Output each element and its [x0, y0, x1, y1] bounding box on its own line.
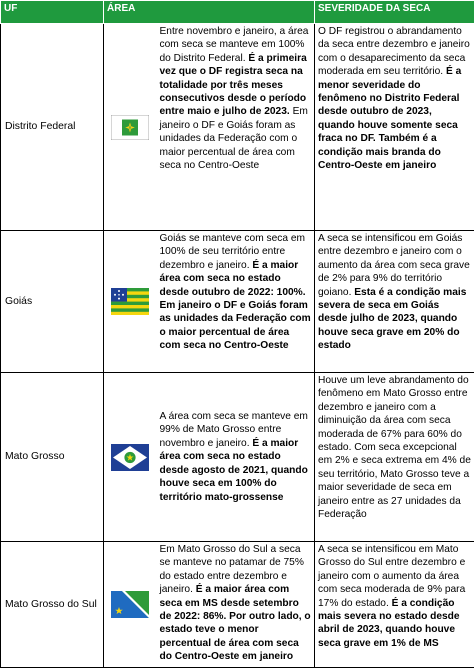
severity-text: A seca se intensificou em Goiás entre dezembro e janeiro com o aumento da área com seca grave de 2% para 9% do território goiano.: [318, 233, 470, 298]
uf-cell: Distrito Federal: [1, 24, 104, 231]
severity-highlight: É a condição mais severa no estado desde abril de 2023, quando houve seca grave em 1% de MS: [318, 598, 460, 649]
area-highlight: É a primeira vez que o DF registra seca na totalidade por três meses consecutivos desde o período entre maio e julho de 2023.: [160, 53, 307, 118]
severity-highlight: Esta é a condição mais severa de seca em Goiás desde julho de 2023, quando houve seca grave em 20% do estado: [318, 287, 466, 352]
area-cell: [157, 24, 315, 231]
table-header-row: [1, 1, 474, 24]
severity-text: O DF registrou o abrandamento da seca entre dezembro e janeiro com o desaparecimento da seca moderada em seu território.: [318, 26, 470, 77]
uf-cell: Goiás: [1, 231, 104, 373]
distrito-federal-flag-icon: [104, 24, 157, 231]
severity-cell: [315, 24, 474, 231]
area-highlight: É a maior área com seca no estado desde agosto de 2021, quando houve seca em 100% do território mato-grossense: [160, 438, 308, 503]
mato-grosso-do-sul-flag-icon: [104, 542, 157, 668]
severity-text: A seca se intensificou em Mato Grosso do Sul entre dezembro e janeiro com o aumento da área com seca moderada de 9% para 17% do estado.: [318, 544, 465, 609]
area-text: Goiás se manteve com seca em 100% de seu território entre dezembro e janeiro.: [160, 233, 306, 271]
severity-cell: [315, 542, 474, 668]
table-row: [1, 24, 474, 231]
header-severidade: SEVERIDADE DA SECA: [315, 1, 474, 24]
area-cell: [157, 231, 315, 373]
header-area: ÁREA: [104, 1, 315, 24]
table-row: [1, 373, 474, 542]
area-text: Em Mato Grosso do Sul a seca se manteve no patamar de 75% do estado entre dezembro e janeiro.: [160, 544, 304, 595]
header-uf: UF: [1, 1, 104, 24]
table-row: [1, 542, 474, 668]
uf-cell: Mato Grosso: [1, 373, 104, 542]
mato-grosso-flag-icon: [104, 373, 157, 542]
severity-text: Houve um leve abrandamento do fenômeno em Mato Grosso entre dezembro e janeiro com a diminuição da área com seca moderada de 67% para 60% do estado. Com seca excepcional em 2% e seca extrema em 4% de seu território, Mato Grosso teve a maior severidade de seca em janeiro entre as 27 unidades da Federação: [318, 375, 471, 520]
area-highlight: É a maior área com seca em MS desde setembro de 2022: 86%. Por outro lado, o estado teve o menor percentual de área com seca do Centro-Oeste em janeiro: [160, 584, 311, 662]
uf-cell: Mato Grosso do Sul: [1, 542, 104, 668]
area-cell: [157, 373, 315, 542]
severity-highlight: É a menor severidade do fenômeno no Distrito Federal desde outubro de 2023, quando houve somente seca fraca no DF. Também é a condição mais branda do Centro-Oeste em janeiro: [318, 66, 461, 171]
severity-cell: [315, 373, 474, 542]
area-text: Entre novembro e janeiro, a área com seca se manteve em 100% do Distrito Federal.: [160, 26, 309, 64]
table-row: [1, 231, 474, 373]
goias-flag-icon: [104, 231, 157, 373]
area-text: A área com seca se manteve em 99% de Mato Grosso entre novembro e janeiro.: [160, 411, 308, 449]
area-cell: [157, 542, 315, 668]
area-highlight: É a maior área com seca no estado desde outubro de 2022: 100%. Em janeiro o DF e Goiás foram as unidades da Federação com o maior percentual de área com seca no Centro-Oeste: [160, 260, 311, 351]
severity-cell: [315, 231, 474, 373]
area-text-continued: Em janeiro o DF e Goiás foram as unidades da Federação com o maior percentual de área com seca no Centro-Oeste: [160, 106, 308, 171]
